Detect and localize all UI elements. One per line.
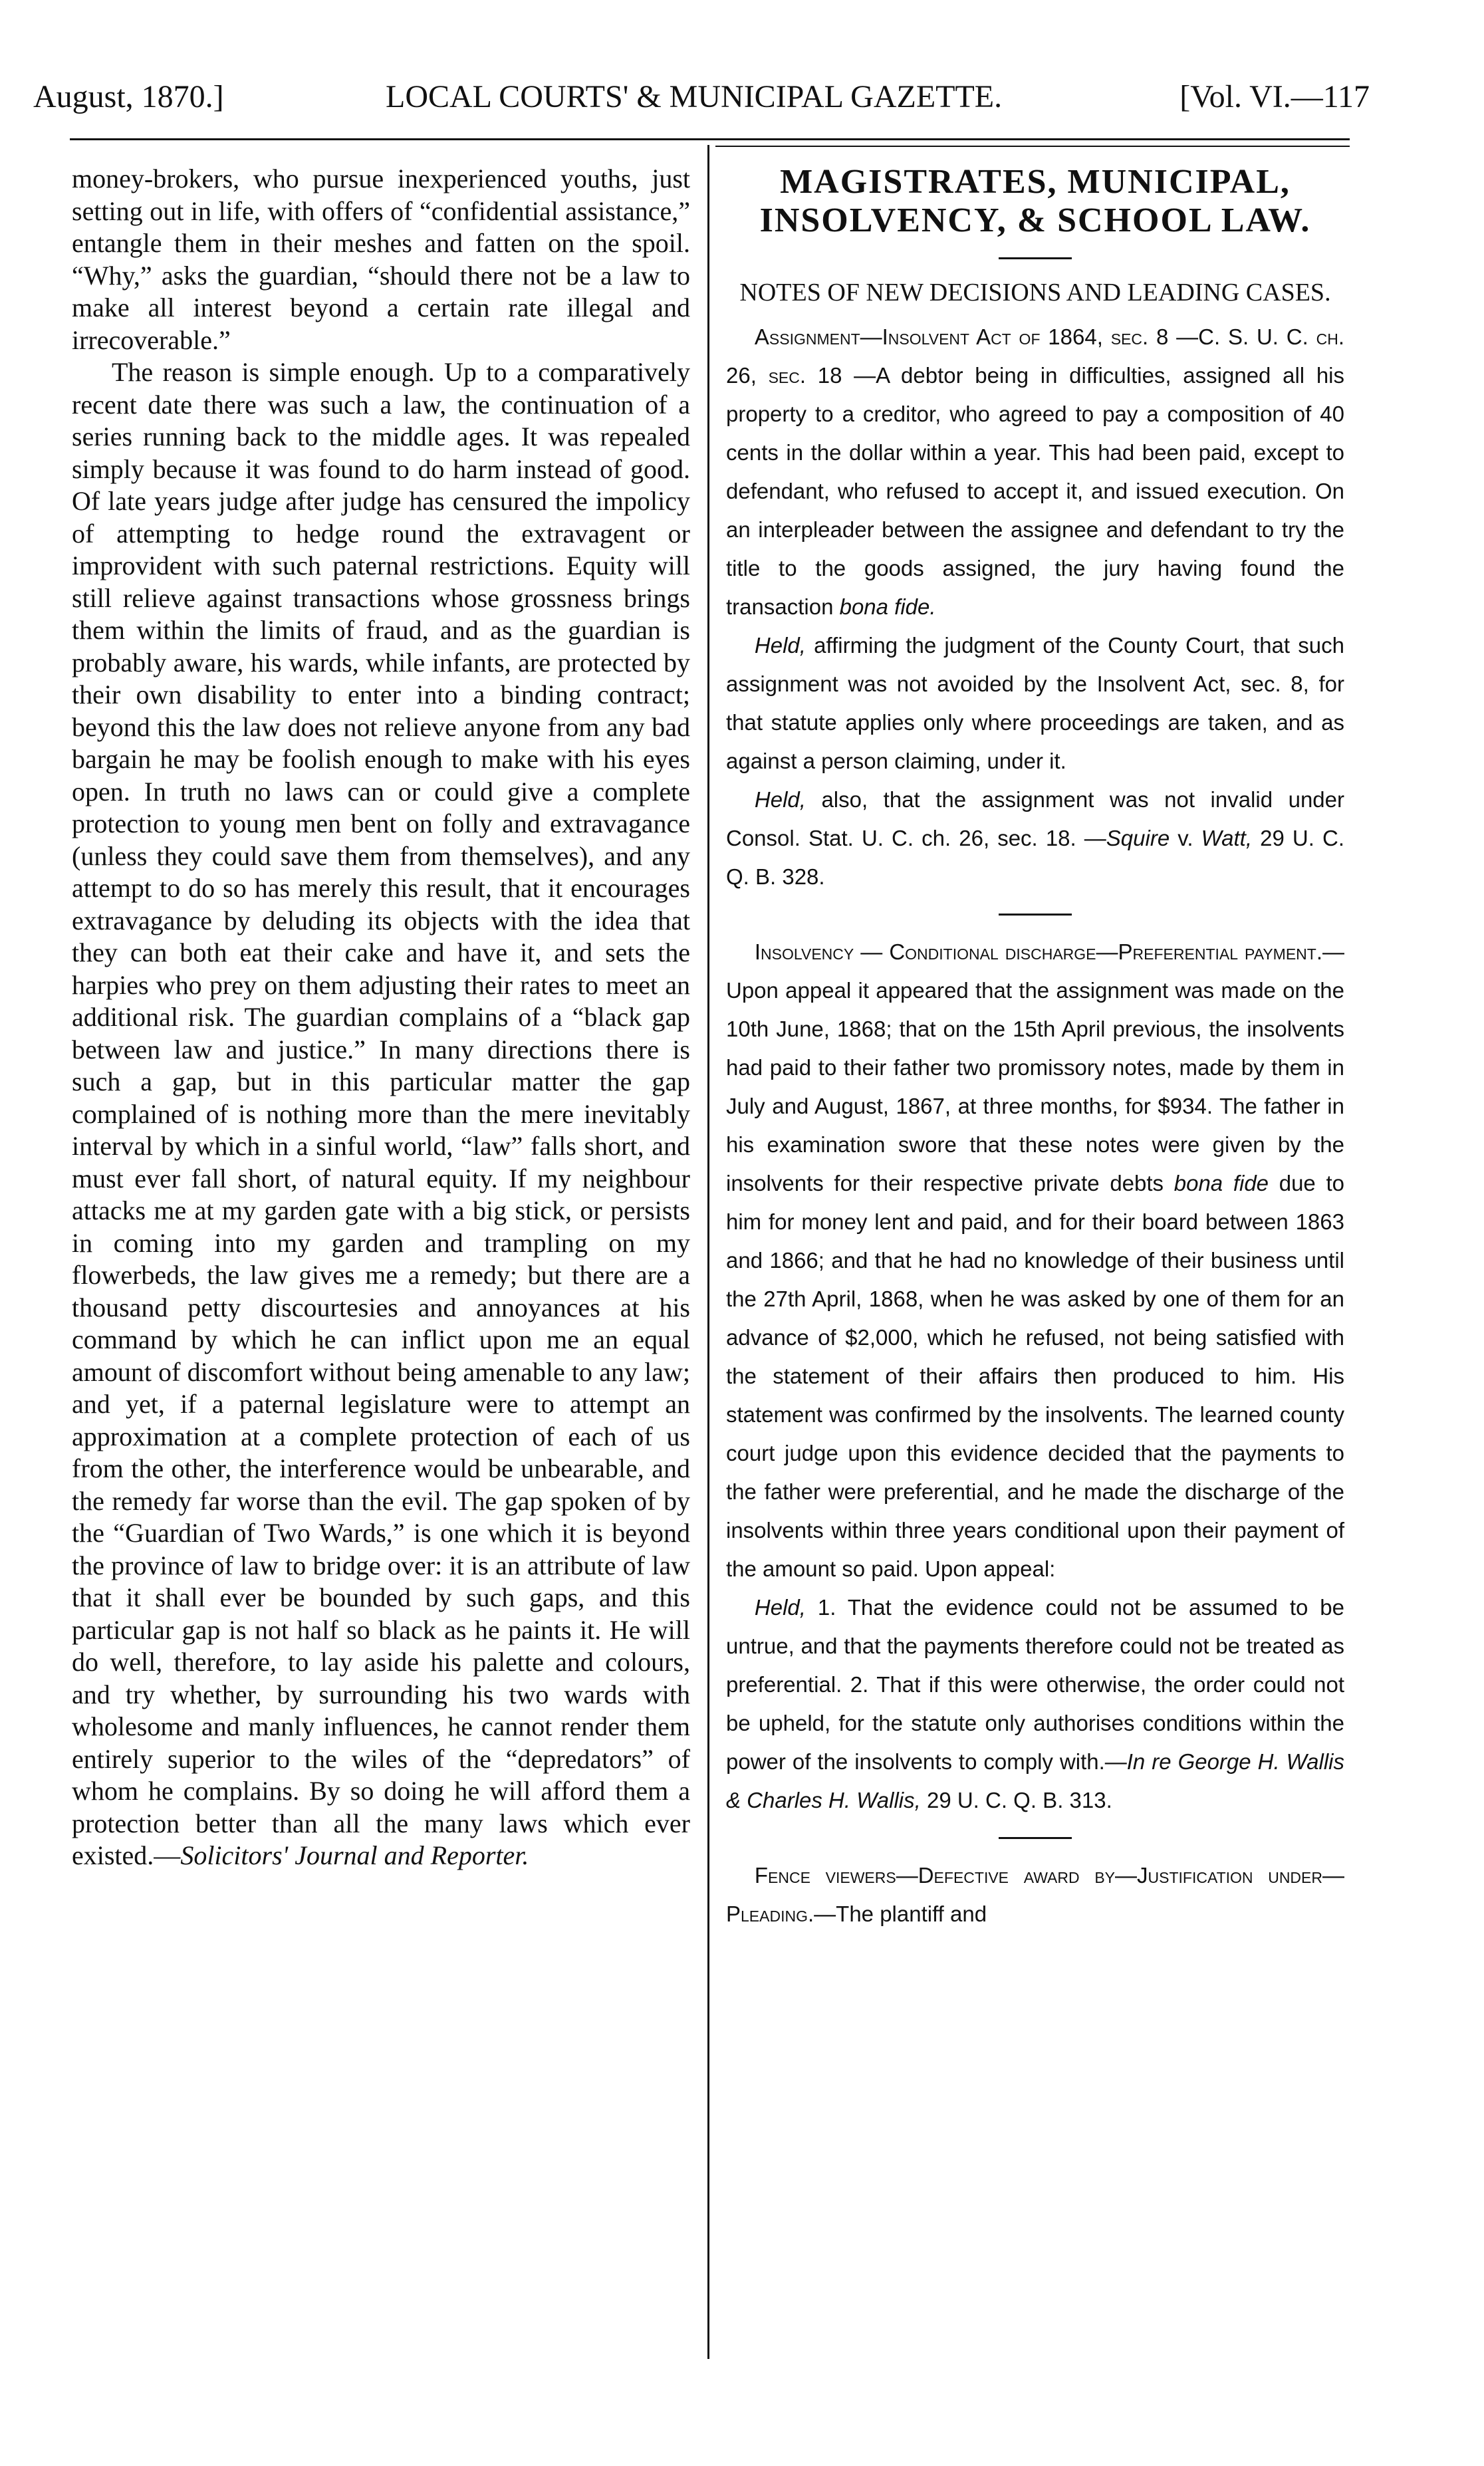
case-3-heading: Fence viewers—Defective award by—Justification under—Pleading. <box>726 1863 1344 1926</box>
case-fence-viewers <box>726 1856 1344 1933</box>
case-2-heading: Insolvency — Conditional discharge—Preferential payment. <box>754 939 1322 964</box>
case-2-text-italic: bona fide <box>1174 1171 1269 1195</box>
left-paragraph-1: money-brokers, who pursue inexperienced youths, just setting out in life, with offers of “confidential assistance,” entangle them in their meshes and fatten on the spoil. “Why,” asks the guardian, “should there not be a law to make all interest beyond a certain rate illegal and irrecoverable.” <box>72 164 690 355</box>
case-1-body <box>726 318 1344 626</box>
left-paragraph-2 <box>72 356 690 1872</box>
case-2-held <box>726 1588 1344 1820</box>
left-paragraph-2-text: The reason is simple enough. Up to a comparatively recent date there was such a law, the continuation of a series running back to the middle ages. It was repealed simply because it was found to do harm instead of good. Of late years judge after judge has censured the impolicy of attempting to hedge round the extravagent or improvident with such paternal restrictions. Equity will still relieve against transactions whose grossness brings them within the limits of fraud, and as the guardian is probably aware, his wards, while infants, are protected by their own disability to enter into a binding contract; beyond this the law does not relieve anyone from any bad bargain he may be foolish enough to make with his eyes open. In truth no laws can or could give a complete protection to young men bent on folly and extravagance (unless they could save them from themselves), and any attempt to do so has merely this result, that it encourages extravagance by deluding its objects with the idea that they can both eat their cake and have it, and sets the harpies who prey on them adjusting their rates to meet an additional risk. The guardian complains of a “black gap between law and justice.” In many directions there is such a gap, but in this particular matter the gap complained of is nothing more than the mere inevitably interval by which in a sinful world, “law” falls short, and must ever fall short, of natural equity. If my neighbour attacks me at my garden gate with a big stick, or persists in coming into my garden and trampling on my flowerbeds, the law gives me a remedy; but there are a thousand petty discourtesies and annoyances at his command by which he can inflict upon me an equal amount of discomfort without being amenable to any law; and yet, if a paternal legislature were to attempt an approximation at a complete protection of each of us from the other, the interference would be unbearable, and the remedy far worse than the evil. The gap spoken of by the “Guardian of Two Wards,” is one which it is beyond the province of law to bridge over: it is an attribute of law that it shall ever be bounded by such gaps, and this particular gap is not half so black as he paints it. He will do well, therefore, to lay aside his palette and colours, and try whether, by surrounding his two wards with wholesome and manly influences, he cannot render them entirely superior to the wiles of the “depredators” of whom he complains. By so doing he will afford them a protection better than all the many laws which ever existed.— <box>72 357 690 1870</box>
section-subtitle: NOTES OF NEW DECISIONS AND LEADING CASES. <box>739 279 1331 307</box>
right-column <box>726 163 1344 1933</box>
section-rule <box>999 257 1072 259</box>
case-1-held-2 <box>726 781 1344 896</box>
case-1-text-italic: bona fide. <box>839 594 936 619</box>
case-2-citation: In re George H. Wallis & Charles H. Wallis, <box>726 1749 1344 1812</box>
case-3-text: —The plantiff and <box>814 1902 987 1926</box>
running-header <box>33 78 1370 132</box>
case-rule-2 <box>999 1837 1072 1839</box>
header-title: LOCAL COURTS' & MUNICIPAL GAZETTE. <box>386 79 1003 114</box>
case-1-held-1-label: Held, <box>754 633 806 658</box>
case-1-heading: Assignment—Insolvent Act of 1864, sec. 8 —C. S. U. C. ch. 26, sec. 18 <box>726 324 1344 388</box>
case-insolvency <box>726 933 1344 1820</box>
case-1-citation-end: 29 U. C. Q. B. 328. <box>726 826 1344 889</box>
header-rule-thin <box>715 146 1350 147</box>
section-title: MAGISTRATES, MUNICIPAL, INSOLVENCY, & SCHOOL LAW. <box>759 163 1311 239</box>
case-2-held-text: 1. That the evidence could not be assumed to be untrue, and that the payments therefore could not be treated as preferential. 2. That if this were otherwise, the order could not be upheld, for the statute only authorises conditions within the power of the insolvents to comply with.— <box>726 1595 1344 1774</box>
case-1-held-1 <box>726 626 1344 781</box>
case-2-citation-end: 29 U. C. Q. B. 313. <box>920 1788 1112 1812</box>
case-2-held-label: Held, <box>754 1595 806 1620</box>
case-1-text: —A debtor being in difficulties, assigned all his property to a creditor, who agreed to pay a composition of 40 cents in the dollar within a year. This had been paid, except to defendant, who refused to accept it, and issued execution. On an interpleader between the assignee and defendant to try the title to the goods assigned, the jury having found the transaction <box>726 363 1344 619</box>
case-1-citation-b: Watt, <box>1201 826 1253 850</box>
case-1-held-1-text: affirming the judgment of the County Court, that such assignment was not avoided by the Insolvent Act, sec. 8, for that statute applies only where proceedings are taken, and as against a person claiming, under it. <box>726 633 1344 773</box>
case-1-held-2-text: also, that the assignment was not invalid under Consol. Stat. U. C. ch. 26, sec. 18. — <box>726 787 1344 850</box>
case-rule-1 <box>999 914 1072 916</box>
header-date: August, 1870.] <box>33 79 224 114</box>
case-1-citation-v: v. <box>1170 826 1201 850</box>
column-divider <box>707 145 709 2359</box>
case-1-citation-a: Squire <box>1106 826 1170 850</box>
case-1-held-2-label: Held, <box>754 787 806 812</box>
case-2-text-2: due to him for money lent and paid, and for their board between 1863 and 1866; and that he had no knowledge of their business until the 27th April, 1868, when he was asked by one of them for an advance of $2,000, which he refused, not being satisfied with the statement of their affairs then produced to him. His statement was confirmed by the insolvents. The learned county court judge upon this evidence decided that the payments to the father were preferential, and he made the discharge of the insolvents within three years conditional upon their payment of the amount so paid. Upon appeal: <box>726 1171 1344 1581</box>
left-column <box>72 163 690 1872</box>
case-assignment <box>726 318 1344 896</box>
case-3-body <box>726 1856 1344 1933</box>
case-2-text: —Upon appeal it appeared that the assignment was made on the 10th June, 1868; that on the 15th April previous, the insolvents had paid to their father two promissory notes, made by them in July and August, 1867, at three months, for $934. The father in his examination swore that these notes were given by the insolvents for their respective private debts <box>726 939 1344 1195</box>
header-volume: [Vol. VI.—117 <box>1179 79 1370 114</box>
left-paragraph-2-source: Solicitors' Journal and Reporter. <box>180 1840 529 1870</box>
header-rule <box>70 138 1350 140</box>
case-2-body <box>726 933 1344 1588</box>
